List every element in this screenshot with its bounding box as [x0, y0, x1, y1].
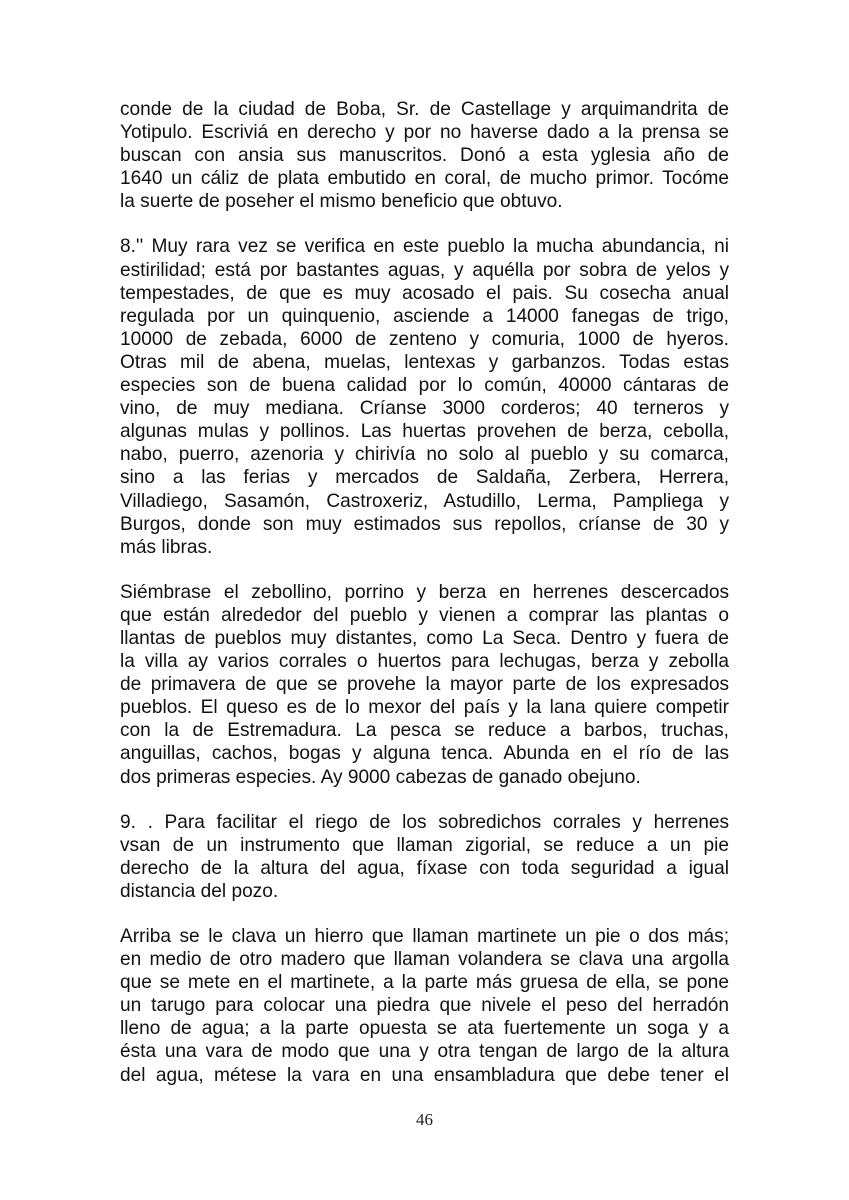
paragraph-3	[120, 581, 729, 789]
text-line: Otras mil de abena, muelas, lentexas y garbanzos. Todas estas	[120, 351, 729, 373]
text-line: la suerte de poseher el mismo beneficio que obtuvo.	[120, 191, 563, 213]
paragraph-4	[120, 811, 729, 903]
text-line: con la de Estremadura. La pesca se reduce a barbos, truchas,	[120, 720, 729, 742]
text-line: algunas mulas y pollinos. Las huertas provehen de berza, cebolla,	[120, 421, 729, 443]
text-line: Siémbrase el zebollino, porrino y berza en herrenes descercados	[120, 581, 729, 603]
text-line: 8.'' Muy rara vez se verifica en este pueblo la mucha abundancia, ni	[120, 236, 729, 258]
text-line: distancia del pozo.	[120, 880, 279, 902]
page-number: 46	[416, 1110, 433, 1129]
text-line: vino, de muy mediana. Críanse 3000 corderos; 40 terneros y	[120, 398, 729, 420]
text-line: tempestades, de que es muy acosado el pais. Su cosecha anual	[120, 282, 729, 304]
text-line: dos primeras especies. Ay 9000 cabezas de ganado obejuno.	[120, 766, 641, 788]
text-line: estirilidad; está por bastantes aguas, y aquélla por sobra de yelos y	[120, 259, 729, 281]
paragraph-5	[120, 925, 729, 1087]
text-line: conde de la ciudad de Boba, Sr. de Castellage y arquimandrita de	[120, 99, 729, 120]
text-line: en medio de otro madero que llaman volandera se clava una argolla	[120, 949, 729, 971]
text-line: del agua, métese la vara en una ensambladura que debe tener el	[120, 1064, 729, 1086]
text-line: vsan de un instrumento que llaman zigorial, se reduce a un pie	[120, 834, 729, 856]
text-line: pueblos. El queso es de lo mexor del país y la lana quiere competir	[120, 697, 729, 719]
text-line: Arriba se le clava un hierro que llaman martinete un pie o dos más;	[120, 926, 729, 947]
text-line: Yotipulo. Escriviá en derecho y por no haverse dado a la prensa se	[120, 122, 729, 144]
text-line: más libras.	[120, 536, 213, 558]
text-line: buscan con ansia sus manuscritos. Donó a esta yglesia año de	[120, 145, 729, 167]
text-line: la villa ay varios corrales o huertos para lechugas, berza y zebolla	[120, 651, 729, 673]
text-line: 9. . Para facilitar el riego de los sobredichos corrales y herrenes	[120, 811, 729, 833]
text-line: regulada por un quinquenio, asciende a 14000 fanegas de trigo,	[120, 305, 729, 327]
text-line: 1640 un cáliz de plata embutido en coral, de mucho primor. Tocóme	[120, 168, 729, 190]
text-line: que se mete en el martinete, a la parte más gruesa de ella, se pone	[120, 972, 729, 994]
text-line: derecho de la altura del agua, fíxase con toda seguridad a igual	[120, 857, 729, 879]
text-line: llantas de pueblos muy distantes, como La Seca. Dentro y fuera de	[120, 627, 729, 649]
text-line: 10000 de zebada, 6000 de zenteno y comuria, 1000 de hyeros.	[120, 328, 729, 350]
text-line: que están alrededor del pueblo y vienen a comprar las plantas o	[120, 604, 729, 626]
text-line: anguillas, cachos, bogas y alguna tenca. Abunda en el río de las	[120, 743, 729, 765]
text-line: ésta una vara de modo que una y otra tengan de largo de la altura	[120, 1041, 729, 1063]
text-line: especies son de buena calidad por lo común, 40000 cántaras de	[120, 375, 729, 397]
paragraph-2	[120, 235, 729, 558]
text-line: un tarugo para colocar una piedra que nivele el peso del herradón	[120, 995, 729, 1017]
text-line: Burgos, donde son muy estimados sus repollos, críanse de 30 y	[120, 513, 729, 535]
text-line: de primavera de que se provehe la mayor parte de los expresados	[120, 674, 729, 696]
paragraph-1	[120, 98, 729, 213]
text-line: Villadiego, Sasamón, Castroxeriz, Astudillo, Lerma, Pampliega y	[120, 490, 729, 512]
text-line: nabo, puerro, azenoria y chirivía no solo al pueblo y su comarca,	[120, 444, 729, 466]
text-line: lleno de agua; a la parte opuesta se ata fuertemente un soga y a	[120, 1018, 729, 1040]
text-line: sino a las ferias y mercados de Saldaña, Zerbera, Herrera,	[120, 467, 729, 489]
page-body	[120, 98, 729, 1109]
